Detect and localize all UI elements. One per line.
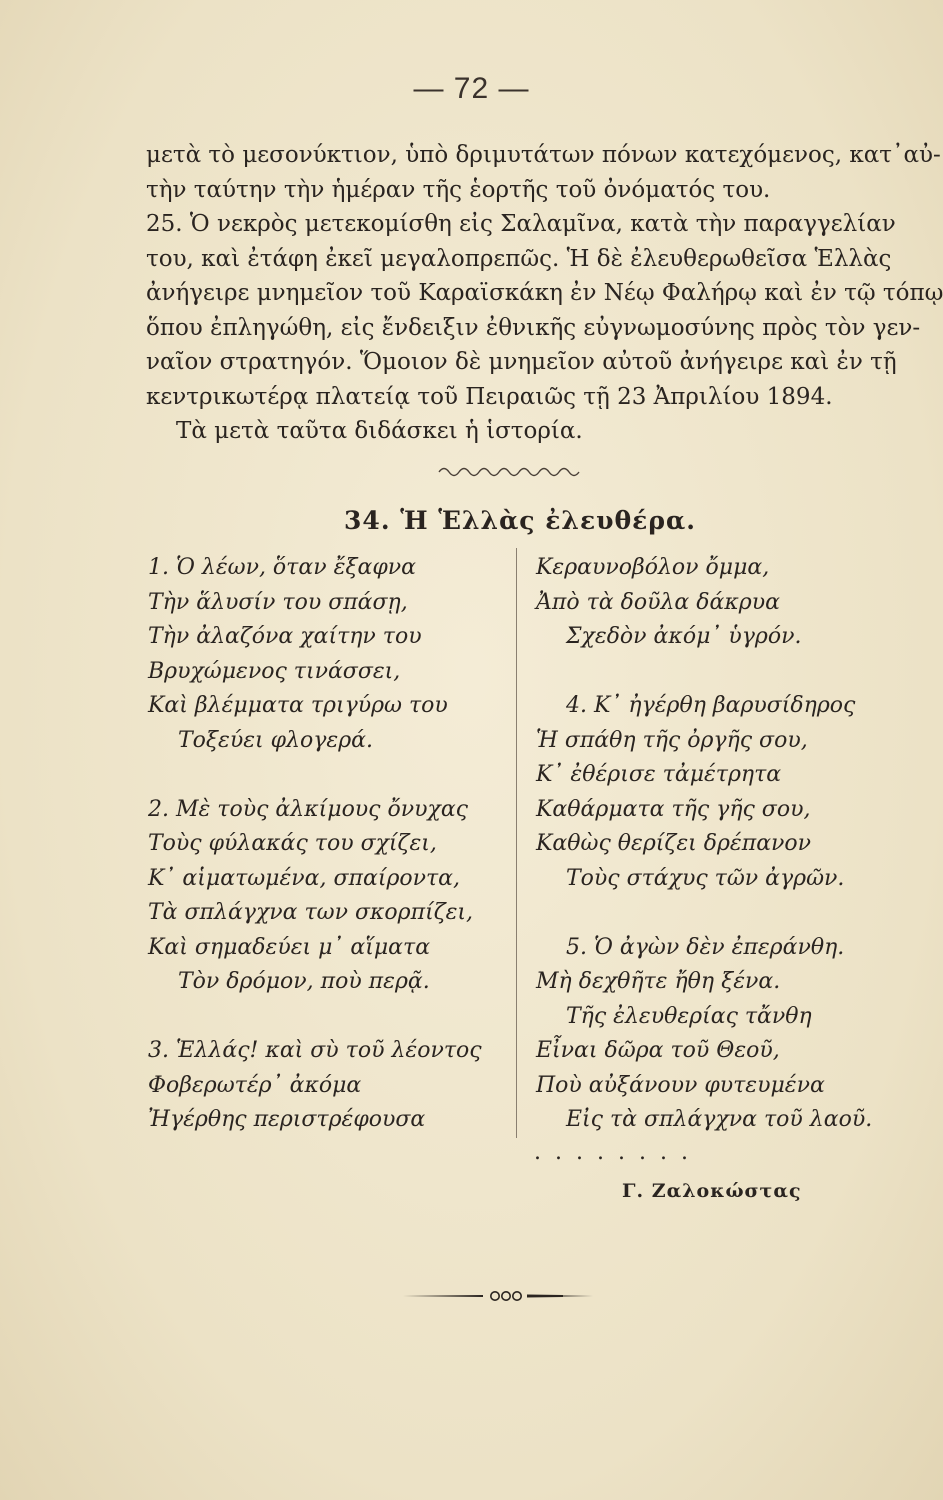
verse-line: Βρυχώμενος τινάσσει, bbox=[148, 658, 401, 684]
verse-line: Ἀπὸ τὰ δοῦλα δάκρυα bbox=[536, 589, 780, 615]
verse-line: Καὶ σημαδεύει μ᾽ αἵματα bbox=[148, 934, 431, 960]
verse-line: Ποὺ αὐξάνουν φυτευμένα bbox=[536, 1072, 825, 1098]
verse-line: 2. Μὲ τοὺς ἀλκίμους ὄνυχας bbox=[148, 796, 468, 822]
verse-line: Τὰ σπλάγχνα των σκορπίζει, bbox=[148, 900, 474, 925]
verse-line: Τῆς ἐλευθερίας τἄνθη bbox=[566, 1003, 812, 1029]
verse-line: Ἡ σπάθη τῆς ὀργῆς σου, bbox=[536, 727, 808, 753]
verse-line: Τὴν ἀλαζόνα χαίτην του bbox=[148, 624, 422, 649]
prose-line: ὅπου ἐπληγώθη, εἰς ἔνδειξιν ἐθνικῆς εὐγνωμοσύνης πρὸς τὸν γεν- bbox=[146, 314, 921, 341]
poem-title: 34. Ἡ Ἑλλὰς ἐλευθέρα. bbox=[344, 506, 696, 535]
verse-line: Κεραυνοβόλον ὄμμα, bbox=[536, 555, 770, 580]
column-divider bbox=[516, 548, 517, 1138]
prose-line: τὴν ταύτην τὴν ἡμέραν τῆς ἑορτῆς τοῦ ὀνόματός του. bbox=[146, 176, 771, 203]
verse-line: 3. Ἑλλάς! καὶ σὺ τοῦ λέοντος bbox=[148, 1038, 482, 1063]
verse-line: Σχεδὸν ἀκόμ᾽ ὑγρόν. bbox=[566, 624, 802, 649]
page-number: — 72 — bbox=[413, 72, 530, 105]
verse-line: Τὸν δρόμον, ποὺ περᾷ. bbox=[178, 969, 430, 994]
prose-line: Τὰ μετὰ ταῦτα διδάσκει ἡ ἱστορία. bbox=[176, 418, 583, 444]
poem-author: Γ. Ζαλοκώστας bbox=[622, 1180, 802, 1202]
verse-line: 4. Κ᾽ ἠγέρθη βαρυσίδηρος bbox=[566, 693, 856, 718]
verse-line: Ἠγέρθης περιστρέφουσα bbox=[148, 1107, 426, 1132]
prose-paragraph bbox=[146, 138, 943, 449]
verse-line: Τὴν ἅλυσίν του σπάσῃ, bbox=[148, 589, 408, 615]
poem-right-column bbox=[536, 551, 916, 1138]
prose-line: μετὰ τὸ μεσονύκτιον, ὑπὸ δριμυτάτων πόνων κατεχόμενος, κατ᾽αὐ- bbox=[146, 142, 941, 168]
poem-left-column bbox=[148, 551, 508, 1138]
verse-line: Καθάρματα τῆς γῆς σου, bbox=[536, 796, 811, 822]
verse-line: Τοὺς φύλακάς του σχίζει, bbox=[148, 831, 437, 856]
verse-line: Κ᾽ ἐθέρισε τἀμέτρητα bbox=[536, 762, 782, 787]
prose-line: 25. Ὁ νεκρὸς μετεκομίσθη εἰς Σαλαμῖνα, κατὰ τὴν παραγγελίαν bbox=[146, 211, 896, 237]
verse-line: 5. Ὁ ἀγὼν δὲν ἐπεράνθη. bbox=[566, 934, 845, 960]
verse-line: Κ᾽ αἱματωμένα, σπαίροντα, bbox=[148, 865, 461, 891]
verse-line: Καθὼς θερίζει δρέπανον bbox=[536, 831, 812, 856]
verse-line: Εἶναι δῶρα τοῦ Θεοῦ, bbox=[536, 1038, 780, 1063]
prose-line: του, καὶ ἐτάφη ἐκεῖ μεγαλοπρεπῶς. Ἡ δὲ ἐλευθερωθεῖσα Ἑλλὰς bbox=[146, 245, 892, 272]
verse-line: Τοξεύει φλογερά. bbox=[178, 727, 373, 753]
ellipsis-dots: ........ bbox=[534, 1140, 702, 1165]
prose-line: ἀνήγειρε μνημεῖον τοῦ Καραϊσκάκη ἐν Νέῳ Φαλήρῳ καὶ ἐν τῷ τόπῳ bbox=[146, 280, 943, 306]
ornament-divider-icon bbox=[403, 1290, 593, 1302]
wavy-divider-icon bbox=[437, 462, 587, 482]
verse-line: 1. Ὁ λέων, ὅταν ἔξαφνα bbox=[148, 555, 416, 580]
verse-line: Φοβερωτέρ᾽ ἀκόμα bbox=[148, 1072, 362, 1098]
prose-line: ναῖον στρατηγόν. Ὅμοιον δὲ μνημεῖον αὐτοῦ ἀνήγειρε καὶ ἐν τῇ bbox=[146, 349, 897, 375]
prose-line: κεντρικωτέρᾳ πλατείᾳ τοῦ Πειραιῶς τῇ 23 Ἀπριλίου 1894. bbox=[146, 383, 833, 410]
verse-line: Τοὺς στάχυς τῶν ἀγρῶν. bbox=[566, 865, 845, 891]
verse-line: Καὶ βλέμματα τριγύρω του bbox=[148, 693, 448, 718]
verse-line: Μὴ δεχθῆτε ἤθη ξένα. bbox=[536, 969, 781, 994]
verse-line: Εἰς τὰ σπλάγχνα τοῦ λαοῦ. bbox=[566, 1107, 873, 1132]
